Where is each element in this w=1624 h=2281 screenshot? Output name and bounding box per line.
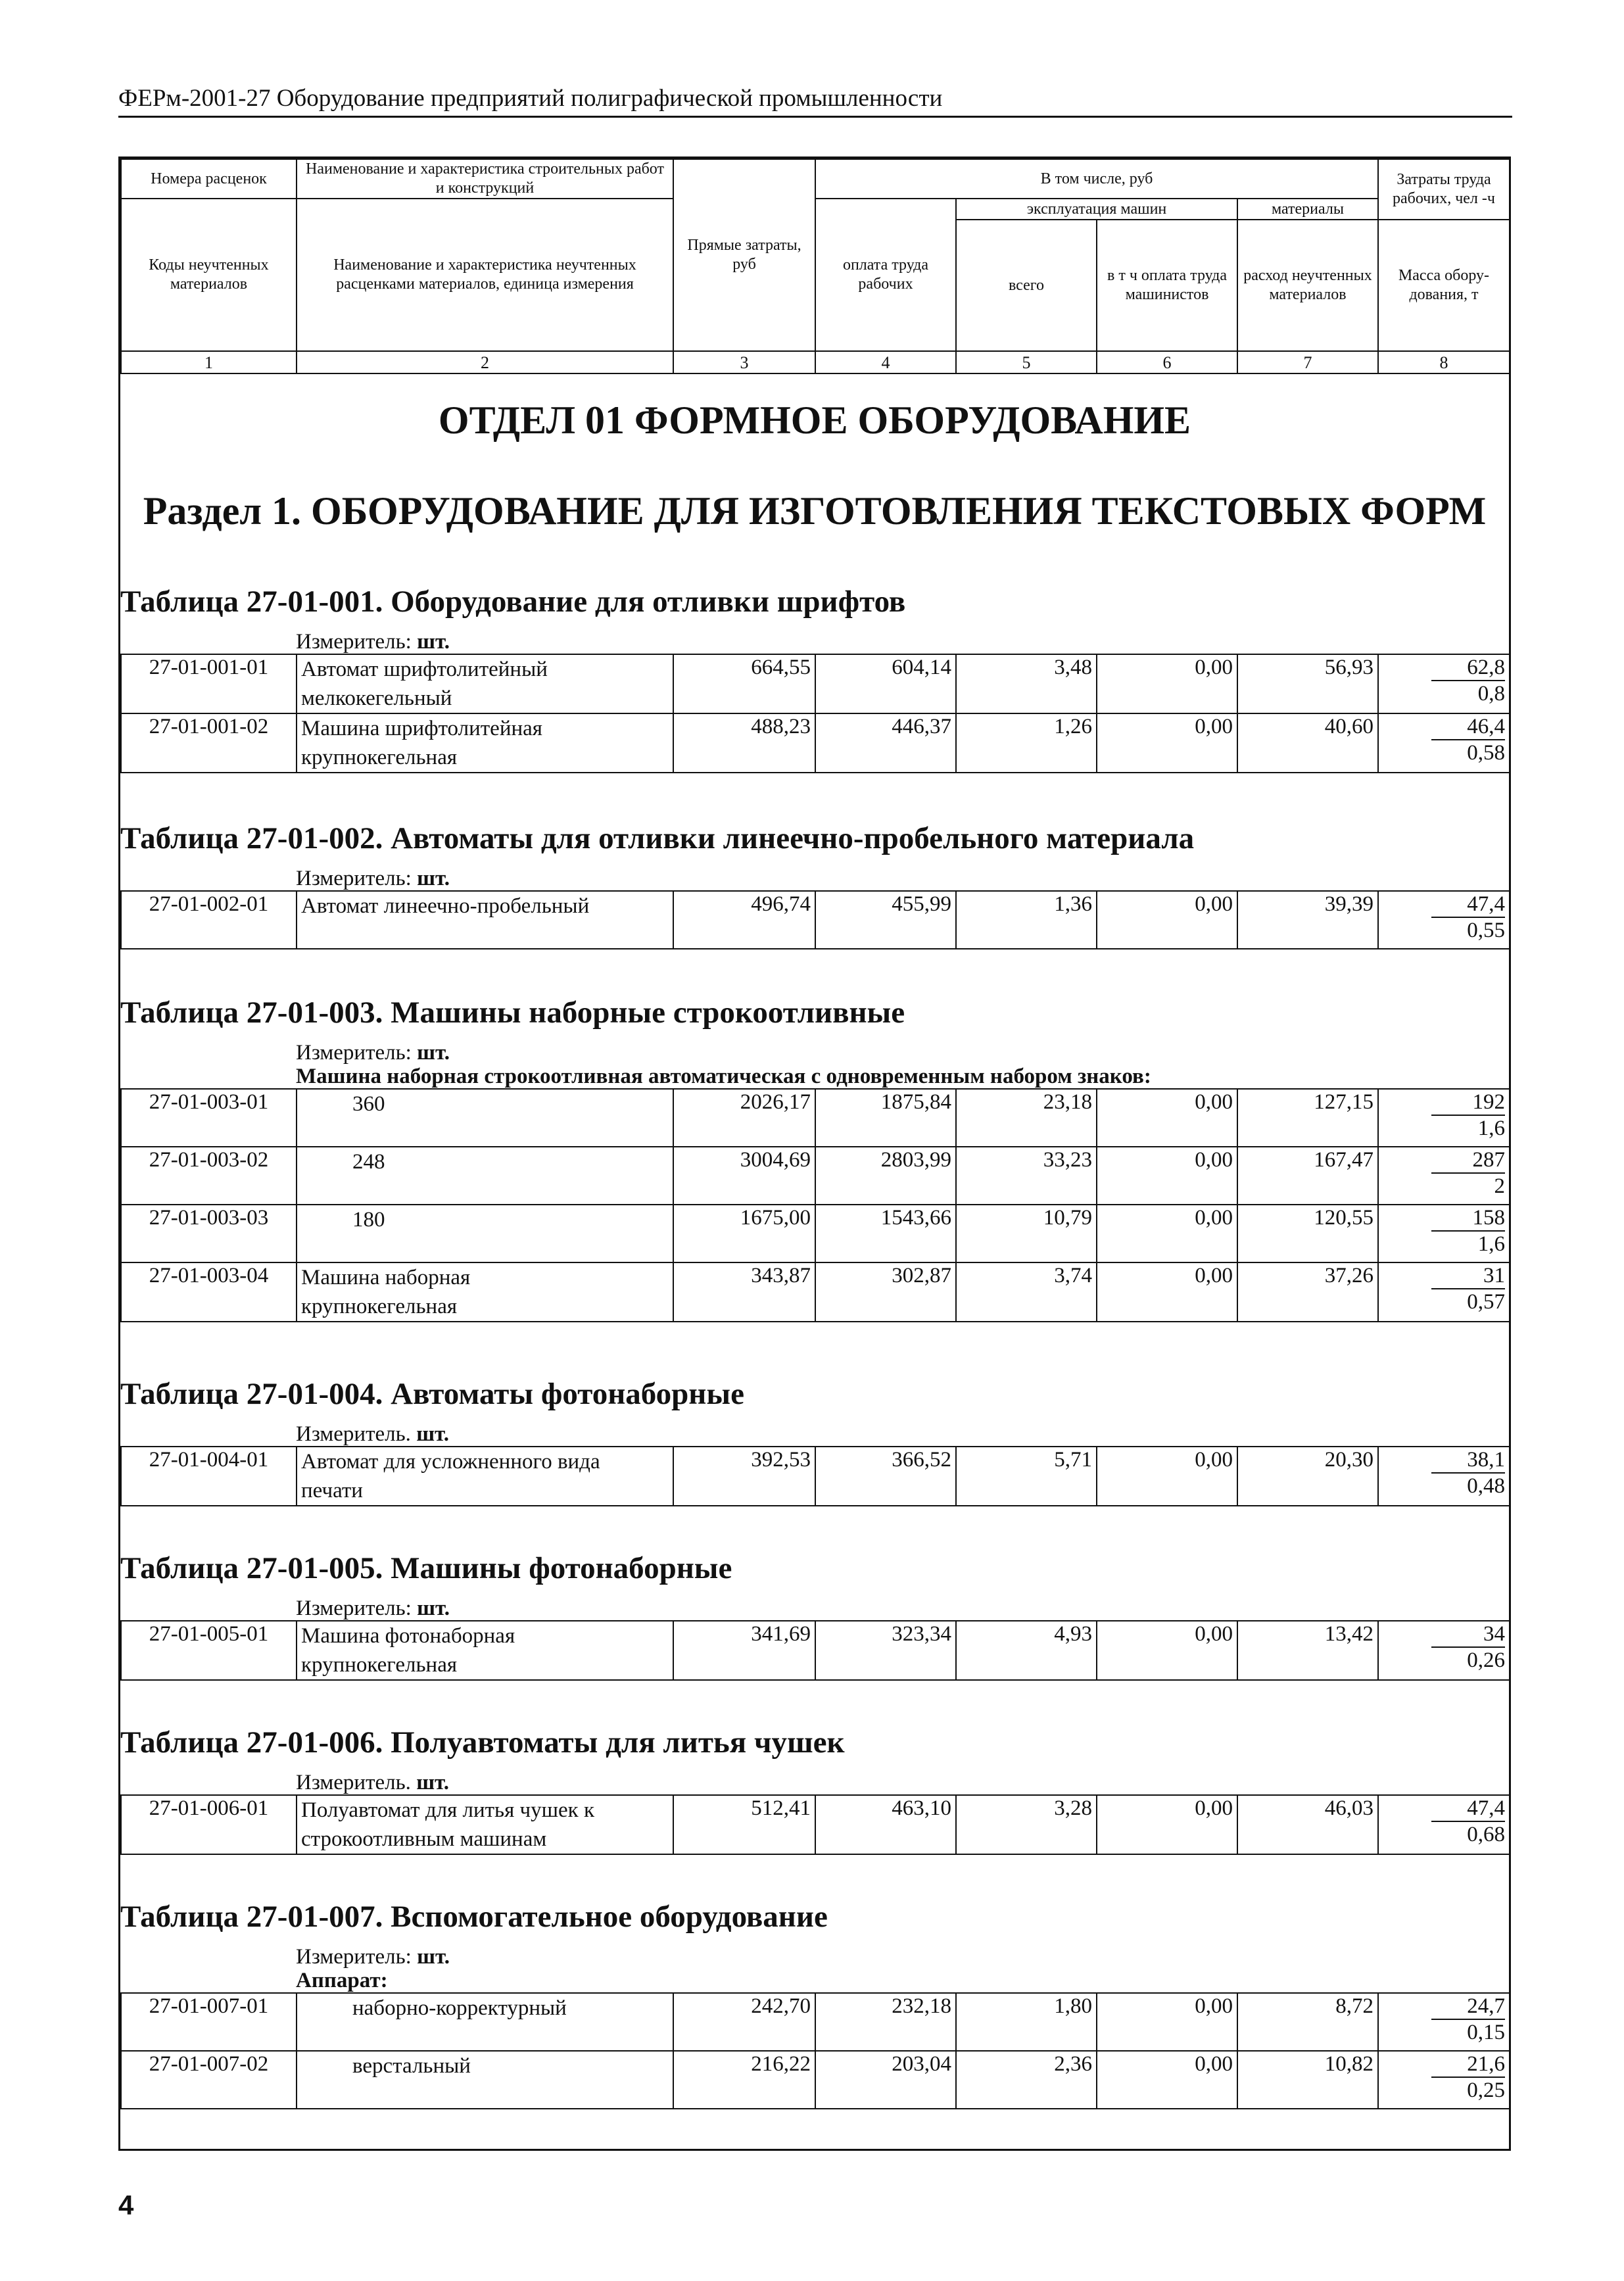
value-operators: 0,00 (1097, 1262, 1237, 1322)
equipment-mass: 0,26 (1467, 1648, 1505, 1672)
table-row (121, 1795, 1510, 1854)
value-materials: 10,82 (1237, 2051, 1378, 2109)
work-name-line: мелкокегельный (301, 686, 452, 710)
labor-and-mass (1378, 1621, 1510, 1680)
value-operators: 0,00 (1097, 891, 1237, 949)
value-operators: 0,00 (1097, 1089, 1237, 1147)
labor-hours: 34 (1431, 1621, 1505, 1648)
col2-top: Наименование и характеристика строительных работ и конструкций (297, 159, 673, 199)
col-number: 8 (1378, 351, 1510, 373)
work-name-line: крупнокегельная (301, 1295, 458, 1318)
value-machines: 10,79 (956, 1205, 1097, 1262)
rate-code: 27-01-002-01 (121, 891, 297, 949)
unit-label: Измеритель: (296, 867, 418, 890)
unit-value: шт. (417, 867, 450, 890)
work-name (297, 1621, 673, 1680)
value-operators: 0,00 (1097, 1993, 1237, 2051)
labor-hours-wrap (1383, 892, 1505, 918)
table-title: Таблица 27-01-006. Полуавтоматы для литья чушек (120, 1725, 845, 1760)
work-name (297, 654, 673, 713)
labor-and-mass (1378, 891, 1510, 949)
table-row (121, 1089, 1510, 1147)
work-name-line: 248 (352, 1150, 385, 1174)
rate-code: 27-01-001-01 (121, 654, 297, 713)
table-title: Таблица 27-01-005. Машины фотонаборные (120, 1551, 732, 1585)
value-direct: 1675,00 (673, 1205, 815, 1262)
value-direct: 664,55 (673, 654, 815, 713)
equipment-mass: 2 (1494, 1174, 1505, 1198)
value-machines: 3,48 (956, 654, 1097, 713)
col-number: 1 (121, 351, 297, 373)
column-header (120, 158, 1510, 374)
labor-hours-wrap (1383, 2052, 1505, 2078)
value-machines: 23,18 (956, 1089, 1097, 1147)
rate-code: 27-01-005-01 (121, 1621, 297, 1680)
work-name-line: Автомат для усложненного вида (301, 1450, 600, 1474)
labor-hours: 192 (1431, 1090, 1505, 1116)
value-direct: 216,22 (673, 2051, 815, 2109)
table-row (121, 1447, 1510, 1506)
value-labor: 323,34 (815, 1621, 956, 1680)
labor-and-mass (1378, 1089, 1510, 1147)
value-materials: 8,72 (1237, 1993, 1378, 2051)
equipment-mass: 0,15 (1467, 2021, 1505, 2044)
labor-hours: 31 (1431, 1263, 1505, 1289)
unit-label: Измеритель. (296, 1771, 417, 1794)
value-machines: 5,71 (956, 1447, 1097, 1506)
col-group-machines: эксплуатация машин (956, 199, 1237, 220)
department-title: ОТДЕЛ 01 ФОРМНОЕ ОБОРУДОВАНИЕ (438, 398, 1191, 442)
unit-value: шт. (417, 1597, 450, 1620)
work-name-line: печати (301, 1479, 363, 1502)
col8-bottom: Масса обору-дования, т (1378, 220, 1510, 351)
labor-and-mass (1378, 1262, 1510, 1322)
col-group-including: В том числе, руб (815, 159, 1378, 199)
value-labor: 1543,66 (815, 1205, 956, 1262)
labor-hours-wrap (1383, 1621, 1505, 1648)
value-labor: 302,87 (815, 1262, 956, 1322)
value-direct: 392,53 (673, 1447, 815, 1506)
value-direct: 512,41 (673, 1795, 815, 1854)
labor-hours: 158 (1431, 1205, 1505, 1232)
table-title: Таблица 27-01-001. Оборудование для отливки шрифтов (120, 585, 906, 619)
labor-hours-wrap (1383, 1090, 1505, 1116)
unit-value: шт. (417, 630, 450, 654)
labor-hours: 47,4 (1431, 892, 1505, 918)
work-name (297, 1262, 673, 1322)
labor-and-mass (1378, 654, 1510, 713)
value-labor: 446,37 (815, 713, 956, 773)
rates-table (120, 1620, 1510, 1681)
rates-table (120, 1794, 1510, 1855)
rate-code: 27-01-007-02 (121, 2051, 297, 2109)
work-name-line: крупнокегельная (301, 1653, 458, 1677)
value-machines: 4,93 (956, 1621, 1097, 1680)
work-name-line: Полуавтомат для литья чушек к (301, 1798, 594, 1822)
value-labor: 2803,99 (815, 1147, 956, 1205)
equipment-mass: 0,48 (1467, 1474, 1505, 1498)
rate-code: 27-01-007-01 (121, 1993, 297, 2051)
rate-code: 27-01-003-03 (121, 1205, 297, 1262)
labor-hours: 38,1 (1431, 1447, 1505, 1474)
labor-hours: 47,4 (1431, 1796, 1505, 1822)
work-name-line: верстальный (352, 2054, 471, 2078)
work-name-line: Автомат линеечно-пробельный (301, 894, 590, 918)
table-row (121, 891, 1510, 949)
col-number: 4 (815, 351, 956, 373)
labor-and-mass (1378, 1147, 1510, 1205)
work-name-line: крупнокегельная (301, 746, 458, 769)
equipment-mass: 0,58 (1467, 741, 1505, 765)
value-materials: 40,60 (1237, 713, 1378, 773)
labor-and-mass (1378, 2051, 1510, 2109)
labor-hours-wrap (1383, 1994, 1505, 2020)
value-labor: 463,10 (815, 1795, 956, 1854)
value-machines: 33,23 (956, 1147, 1097, 1205)
rate-code: 27-01-004-01 (121, 1447, 297, 1506)
equipment-mass: 0,8 (1477, 682, 1505, 706)
value-operators: 0,00 (1097, 1621, 1237, 1680)
table-row (121, 1205, 1510, 1262)
table-row (121, 1147, 1510, 1205)
rate-code: 27-01-003-01 (121, 1089, 297, 1147)
rate-code: 27-01-003-04 (121, 1262, 297, 1322)
value-operators: 0,00 (1097, 713, 1237, 773)
labor-hours-wrap (1383, 714, 1505, 740)
value-operators: 0,00 (1097, 1205, 1237, 1262)
work-name-line: Машина шрифтолитейная (301, 717, 542, 740)
unit-of-measure (296, 1945, 450, 1969)
value-materials: 120,55 (1237, 1205, 1378, 1262)
col-number: 6 (1097, 351, 1237, 373)
labor-hours-wrap (1383, 1447, 1505, 1474)
labor-and-mass (1378, 1205, 1510, 1262)
col8-top: Затраты труда рабочих, чел -ч (1378, 159, 1510, 220)
value-operators: 0,00 (1097, 1147, 1237, 1205)
col6-operators: в т ч оплата труда машинистов (1097, 220, 1237, 351)
unit-of-measure (296, 1422, 449, 1446)
value-materials: 46,03 (1237, 1795, 1378, 1854)
value-direct: 242,70 (673, 1993, 815, 2051)
work-name-line: 180 (352, 1208, 385, 1232)
rates-table (120, 890, 1510, 949)
value-direct: 488,23 (673, 713, 815, 773)
work-name-line: 360 (352, 1092, 385, 1116)
col7-materials: расход неучтенных материалов (1237, 220, 1378, 351)
equipment-mass: 0,25 (1467, 2078, 1505, 2102)
value-machines: 1,80 (956, 1993, 1097, 2051)
value-materials: 56,93 (1237, 654, 1378, 713)
col5-total: всего (956, 220, 1097, 351)
equipment-mass: 0,55 (1467, 919, 1505, 942)
table-row (121, 1993, 1510, 2051)
labor-hours: 62,8 (1431, 655, 1505, 681)
col2-bottom: Наименование и характеристика неучтенных расценками материалов, единица измерения (297, 199, 673, 351)
rate-code: 27-01-001-02 (121, 713, 297, 773)
table-title: Таблица 27-01-003. Машины наборные строкоотливные (120, 996, 905, 1030)
labor-hours-wrap (1383, 1205, 1505, 1232)
unit-value: шт. (416, 1771, 450, 1794)
value-direct: 2026,17 (673, 1089, 815, 1147)
labor-hours-wrap (1383, 1263, 1505, 1289)
unit-label: Измеритель: (296, 630, 418, 654)
table-title: Таблица 27-01-007. Вспомогательное оборудование (120, 1900, 828, 1934)
value-operators: 0,00 (1097, 1795, 1237, 1854)
value-machines: 1,36 (956, 891, 1097, 949)
table-title: Таблица 27-01-002. Автоматы для отливки линеечно-пробельного материала (120, 821, 1195, 855)
rates-table (120, 654, 1510, 773)
labor-hours: 21,6 (1431, 2052, 1505, 2078)
labor-hours: 287 (1431, 1147, 1505, 1174)
work-name (297, 1447, 673, 1506)
labor-and-mass (1378, 713, 1510, 773)
value-machines: 1,26 (956, 713, 1097, 773)
col4-labor: оплата труда рабочих (815, 199, 956, 351)
labor-hours-wrap (1383, 1796, 1505, 1822)
work-name (297, 2051, 673, 2109)
section-title: Раздел 1. ОБОРУДОВАНИЕ ДЛЯ ИЗГОТОВЛЕНИЯ ТЕКСТОВЫХ ФОРМ (143, 489, 1487, 533)
table-row (121, 1621, 1510, 1680)
rates-table-frame (118, 156, 1511, 2151)
value-materials: 20,30 (1237, 1447, 1378, 1506)
rates-table (120, 1088, 1510, 1322)
running-header: ФЕРм-2001-27 Оборудование предприятий полиграфической промышленности (118, 83, 1512, 118)
rates-table (120, 1992, 1510, 2109)
col-group-materials: материалы (1237, 199, 1378, 220)
value-labor: 1875,84 (815, 1089, 956, 1147)
labor-hours: 46,4 (1431, 714, 1505, 740)
table-title: Таблица 27-01-004. Автоматы фотонаборные (120, 1377, 744, 1411)
unit-of-measure (296, 630, 450, 654)
value-labor: 232,18 (815, 1993, 956, 2051)
equipment-mass: 0,68 (1467, 1823, 1505, 1846)
unit-label: Измеритель: (296, 1945, 418, 1969)
rates-table (120, 1446, 1510, 1506)
unit-label: Измеритель: (296, 1041, 418, 1065)
value-materials: 167,47 (1237, 1147, 1378, 1205)
value-materials: 13,42 (1237, 1621, 1378, 1680)
col-number: 2 (297, 351, 673, 373)
value-operators: 0,00 (1097, 1447, 1237, 1506)
value-materials: 127,15 (1237, 1089, 1378, 1147)
rate-code: 27-01-003-02 (121, 1147, 297, 1205)
equipment-mass: 1,6 (1477, 1232, 1505, 1256)
col1-bottom: Коды неучтенных материалов (121, 199, 297, 351)
value-labor: 203,04 (815, 2051, 956, 2109)
equipment-mass: 1,6 (1477, 1116, 1505, 1140)
value-materials: 37,26 (1237, 1262, 1378, 1322)
col3-direct-costs: Прямые затраты, руб (673, 159, 815, 351)
unit-value: шт. (417, 1041, 450, 1065)
col-number: 5 (956, 351, 1097, 373)
work-name-line: наборно-корректурный (352, 1996, 567, 2020)
labor-and-mass (1378, 1795, 1510, 1854)
subheading: Аппарат: (296, 1969, 388, 1992)
col-number: 7 (1237, 351, 1378, 373)
unit-of-measure (296, 1597, 450, 1620)
value-machines: 3,28 (956, 1795, 1097, 1854)
unit-of-measure (296, 867, 450, 890)
work-name (297, 1089, 673, 1147)
work-name-line: Машина фотонаборная (301, 1624, 515, 1648)
work-name-line: Автомат шрифтолитейный (301, 658, 548, 681)
value-operators: 0,00 (1097, 654, 1237, 713)
work-name-line: Машина наборная (301, 1266, 471, 1289)
unit-value: шт. (417, 1945, 450, 1969)
table-row (121, 713, 1510, 773)
value-direct: 3004,69 (673, 1147, 815, 1205)
value-direct: 343,87 (673, 1262, 815, 1322)
labor-and-mass (1378, 1447, 1510, 1506)
unit-value: шт. (416, 1422, 450, 1446)
labor-hours-wrap (1383, 655, 1505, 681)
work-name (297, 713, 673, 773)
value-materials: 39,39 (1237, 891, 1378, 949)
unit-of-measure (296, 1771, 449, 1794)
work-name-line: строкоотливным машинам (301, 1827, 547, 1851)
labor-and-mass (1378, 1993, 1510, 2051)
work-name (297, 1795, 673, 1854)
work-name (297, 1993, 673, 2051)
page-number: 4 (118, 2190, 134, 2221)
col1-top: Номера расценок (121, 159, 297, 199)
subheading: Машина наборная строкоотливная автоматическая с одновременным набором знаков: (296, 1065, 1151, 1088)
value-operators: 0,00 (1097, 2051, 1237, 2109)
value-direct: 341,69 (673, 1621, 815, 1680)
value-labor: 455,99 (815, 891, 956, 949)
unit-label: Измеритель: (296, 1597, 418, 1620)
col-number: 3 (673, 351, 815, 373)
work-name (297, 891, 673, 949)
value-machines: 2,36 (956, 2051, 1097, 2109)
table-row (121, 1262, 1510, 1322)
table-row (121, 654, 1510, 713)
equipment-mass: 0,57 (1467, 1290, 1505, 1314)
value-labor: 604,14 (815, 654, 956, 713)
labor-hours: 24,7 (1431, 1994, 1505, 2020)
unit-of-measure (296, 1041, 450, 1065)
labor-hours-wrap (1383, 1147, 1505, 1174)
value-machines: 3,74 (956, 1262, 1097, 1322)
work-name (297, 1147, 673, 1205)
value-direct: 496,74 (673, 891, 815, 949)
unit-label: Измеритель. (296, 1422, 417, 1446)
work-name (297, 1205, 673, 1262)
value-labor: 366,52 (815, 1447, 956, 1506)
rate-code: 27-01-006-01 (121, 1795, 297, 1854)
table-row (121, 2051, 1510, 2109)
